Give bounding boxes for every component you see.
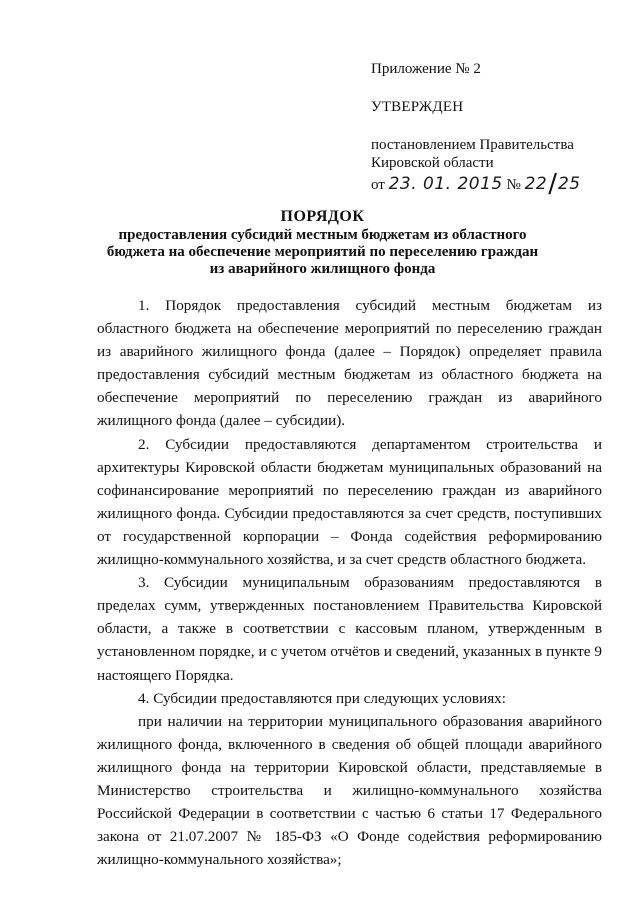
document-body (97, 294, 602, 871)
decree-line-2: Кировской области (371, 155, 494, 171)
document-title (40, 208, 605, 278)
handwritten-date: 23. 01. 2015 (388, 174, 503, 194)
title-subtitle-line-2: бюджета на обеспечение мероприятий по переселению граждан (106, 244, 539, 260)
handwritten-number: 22 (524, 174, 548, 194)
decree-date-line (371, 169, 621, 199)
paragraph-3: 3. Субсидии муниципальным образованиям предоставляются в пределах сумм, утвержденных постановлением Правительства Кировской области, а также в соответствии с кассовым планом, утвержденным в установленном порядке, и с учетом отчётов и сведений, указанных в пункте 9 настоящего Порядка. (97, 574, 602, 684)
approved-label: УТВЕРЖДЕН (371, 99, 464, 115)
title-subtitle-line-1: предоставления субсидий местным бюджетам из областного (118, 227, 527, 243)
decree-line-1: постановлением Правительства (371, 137, 574, 153)
title-subtitle-line-3: из аварийного жилищного фонда (209, 261, 436, 277)
annex-label: Приложение № 2 (371, 61, 481, 77)
title-heading: ПОРЯДОК (280, 208, 365, 225)
number-sign: № (506, 177, 521, 193)
handwritten-number-2: 25 (557, 174, 581, 194)
date-prefix: от (371, 177, 385, 193)
paragraph-5: при наличии на территории муниципального образования аварийного жилищного фонда, включенного в сведения об общей площади аварийного жилищного фонда на территории Кировской области, представляемые в Министерство строительства и жилищно-коммунального хозяйства Российской Федерации в соответствии с частью 6 статьи 17 Федерального закона от 21.07.2007 № 185-ФЗ «О Фонде содействия реформированию жилищно-коммунального хозяйства»; (97, 712, 602, 869)
handwritten-slash: / (548, 169, 557, 199)
paragraph-2: 2. Субсидии предоставляются департаментом строительства и архитектуры Кировской области бюджетам муниципальных образований на софинансирование мероприятий по переселению граждан из аварийного жилищного фонда. Субсидии предоставляются за счет средств, поступивших от государственной корпорации – Фонда содействия реформированию жилищно-коммунального хозяйства, и за счет средств областного бюджета. (97, 435, 602, 569)
paragraph-4: 4. Субсидии предоставляются при следующих условиях: (138, 689, 506, 707)
approval-block (371, 60, 621, 199)
paragraph-1: 1. Порядок предоставления субсидий местным бюджетам из областного бюджета на обеспечение мероприятий по переселению граждан из аварийного жилищного фонда (далее – Порядок) определяет правила предоставления субсидий местным бюджетам из областного бюджета на обеспечение мероприятий по переселению граждан из аварийного жилищного фонда (далее – субсидии). (97, 297, 602, 430)
